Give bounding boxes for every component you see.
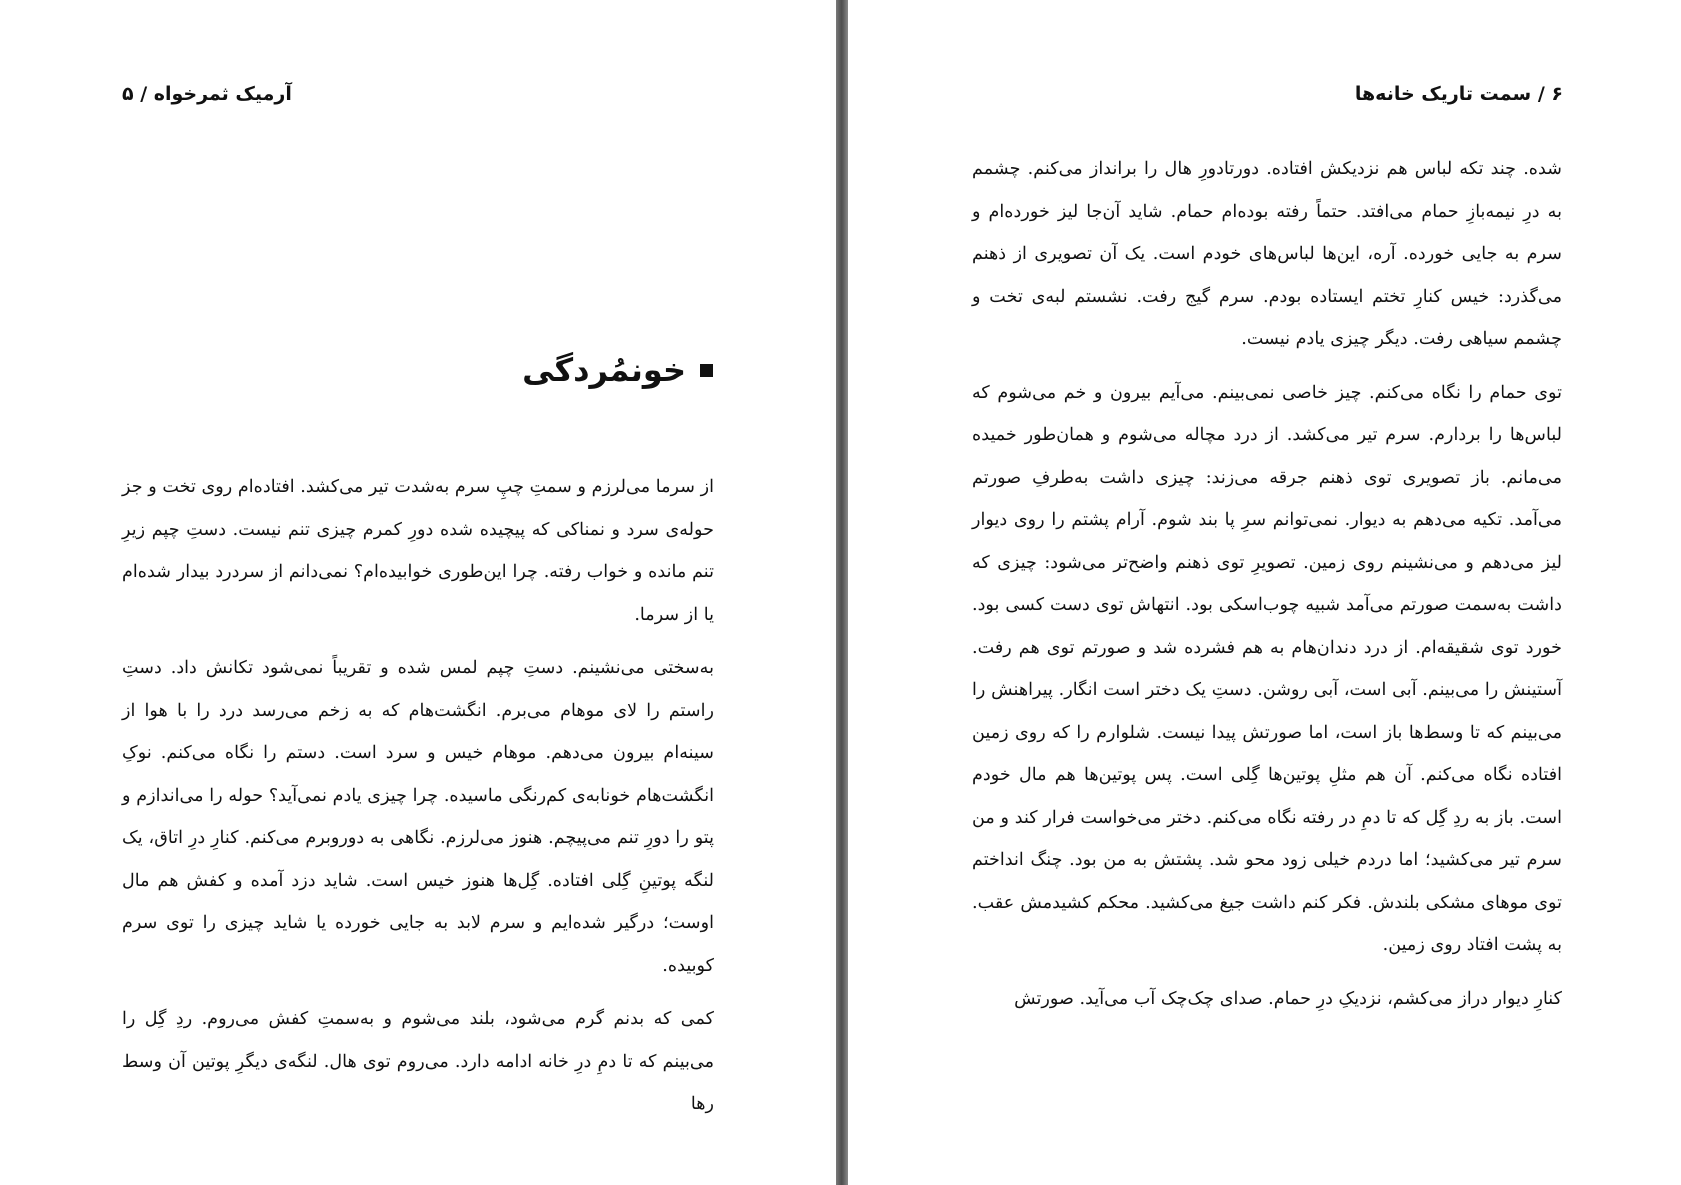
paragraph: کنارِ دیوار دراز می‌کشم، نزدیکِ درِ حمام. صدای چک‌چک آب می‌آید. صورتش — [1014, 988, 1562, 1009]
chapter-title-text: خونمُردگی — [522, 351, 686, 389]
running-head-right: ۶ / سمت تاریک خانه‌ها — [1354, 83, 1563, 105]
left-body-text — [122, 466, 714, 1137]
paragraph: شده. چند تکه لباس هم نزدیکش افتاده. دورتادورِ هال را برانداز می‌کنم. چشمم به درِ نیمه‌بازِ حمام می‌افتد. حتماً رفته بوده‌ام حمام. شاید آن‌جا لیز خورده‌ام و سرم به جایی خورده. آره، این‌ها لباس‌های خودم است. یک آن تصویری از ذهنم می‌گذرد: خیس کنارِ تختم ایستاده بودم. سرم گیج رفت. نشستم لبه‌ی تخت و چشمم سیاهی رفت. دیگر چیزی یادم نیست. — [972, 159, 1562, 349]
paragraph: کمی که بدنم گرم می‌شود، بلند می‌شوم و به‌سمتِ کفش می‌روم. ردِ گِل را می‌بینم که تا دمِ درِ خانه ادامه دارد. می‌روم توی هال. لنگه‌ی دیگرِ پوتین آن وسط رها — [122, 1009, 714, 1114]
running-head-left: آرمیک ثمرخواه / ۵ — [122, 83, 292, 105]
book-spine-divider — [836, 0, 848, 1185]
left-page — [0, 0, 836, 1185]
right-body-text — [972, 148, 1562, 1031]
right-page — [848, 0, 1681, 1185]
paragraph: توی حمام را نگاه می‌کنم. چیز خاصی نمی‌بینم. می‌آیم بیرون و خم می‌شوم که لباس‌ها را بردارم. سرم تیر می‌کشد. از درد مچاله می‌شوم و همان‌طور خمیده می‌مانم. باز تصویری توی ذهنم جرقه می‌زند: چیزی داشت به‌طرفِ صورتم می‌آمد. تکیه می‌دهم به دیوار. نمی‌توانم سرِ پا بند شوم. آرام پشتم را روی دیوار لیز می‌دهم و می‌نشینم روی زمین. تصویرِ توی ذهنم واضح‌تر می‌شود: چیزی که داشت به‌سمت صورتم می‌آمد شبیه چوب‌اسکی بود. انتهاش توی دست کسی بود. خورد توی شقیقه‌ام. از درد دندان‌هام به هم فشرده شد و صورتم توی هم رفت. آستینش را می‌بینم. آبی است، آبی روشن. دستِ یک دختر است انگار. پیراهنش را می‌بینم که تا وسط‌ها باز است، اما صورتش پیدا نیست. شلوارم را که روی زمین افتاده نگاه می‌کنم. آن هم مثلِ پوتین‌ها گِلی است. پس پوتین‌ها هم مال خودم است. باز به ردِ گِل که تا دمِ در رفته نگاه می‌کنم. دختر می‌خواست فرار کند و من سرم تیر می‌کشید؛ اما دردم خیلی زود محو شد. پشتش به من بود. چنگ انداختم توی موهای مشکی بلندش. فکر کنم داشت جیغ می‌کشید. محکم کشیدمش عقب. به پشت افتاد روی زمین. — [972, 382, 1562, 955]
square-bullet-icon — [700, 364, 713, 377]
paragraph: به‌سختی می‌نشینم. دستِ چپم لمس شده و تقریباً نمی‌شود تکانش داد. دستِ راستم را لای موهام می‌برم. انگشت‌هام که به زخم می‌رسد درد را با هوا از سینه‌ام بیرون می‌دهم. موهام خیس و سرد است. دستم را نگاه می‌کنم. نوکِ انگشت‌هام خونابه‌ی کم‌رنگی ماسیده. چرا چیزی یادم نمی‌آید؟ حوله را می‌اندازم و پتو را دورِ تنم می‌پیچم. هنوز می‌لرزم. نگاهی به دوروبرم می‌کنم. کنارِ درِ اتاق، یک لنگه پوتینِ گِلی افتاده. گِل‌ها هنوز خیس است. شاید دزد آمده و کفش هم مال اوست؛ درگیر شده‌ایم و سرم لابد به جایی خورده یا شاید چیزی را توی سرم کوبیده. — [122, 658, 714, 976]
chapter-title — [522, 346, 713, 394]
paragraph: از سرما می‌لرزم و سمتِ چپِ سرم به‌شدت تیر می‌کشد. افتاده‌ام روی تخت و جز حوله‌ی سرد و نمناکی که پیچیده شده دورِ کمرم چیزی تنم نیست. دستِ چپم زیرِ تنم مانده و خواب رفته. چرا این‌طوری خوابیده‌ام؟ نمی‌دانم از سردرد بیدار شده‌ام یا از سرما. — [122, 477, 714, 625]
